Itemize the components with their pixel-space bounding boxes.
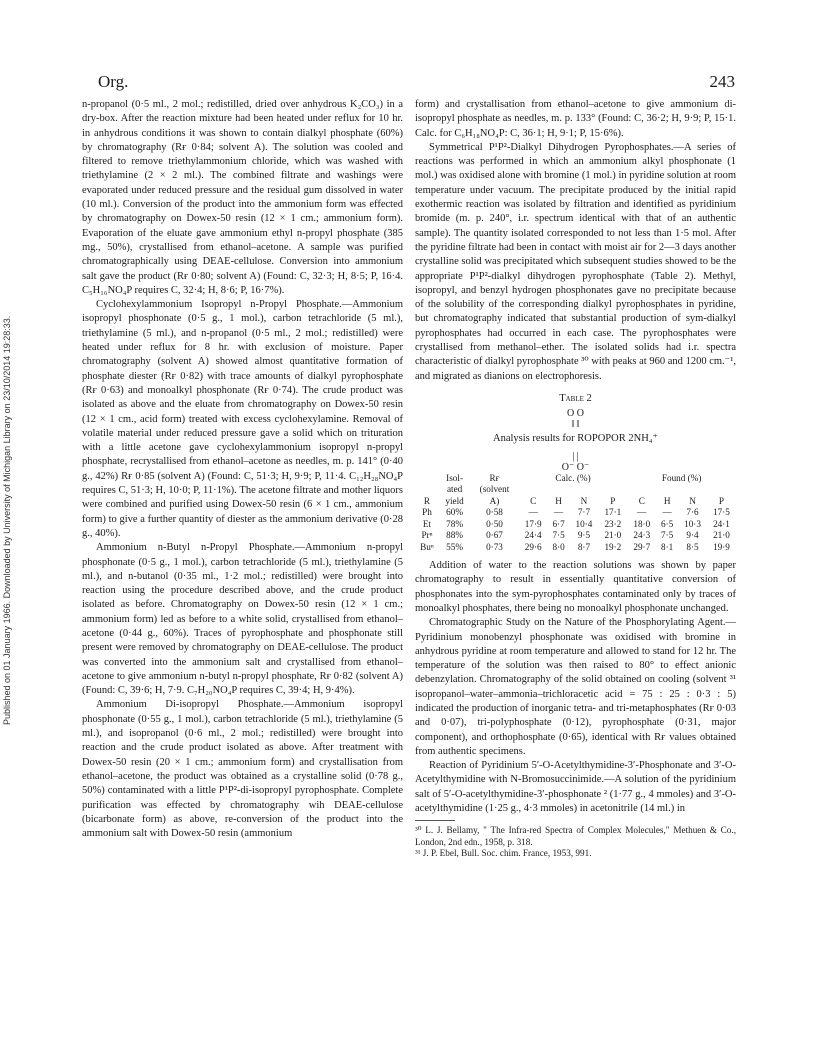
footnote: ³⁰ L. J. Bellamy, " The Infra-red Spectra of Complex Molecules," Methuen & Co., London, 2nd edn., 1958, p. 318.: [415, 825, 736, 847]
table-cell: 7·5: [661, 530, 674, 541]
header-cell: [415, 473, 439, 485]
header-cell: R: [423, 495, 431, 506]
page-number: 243: [709, 72, 735, 91]
header-cell: [415, 484, 439, 496]
table-cell: 17·1: [604, 507, 622, 518]
table-cell: 19·2: [604, 541, 622, 552]
table-header-row: [415, 484, 736, 496]
formula-bars: ‖ ‖: [571, 419, 580, 431]
header-cell: P: [718, 495, 725, 506]
paragraph: Reaction of Pyridinium 5′-O-Acetylthymidine-3′-Phosphonate and 3′-O-Acetylthymidine with N-Bromosuccinimide.—A solution of the pyridinium salt of 5′-O-acetylthymidine-3′-phosphonate ² (1·77 g., 4 mmoles) and 3′-O-acetylthymidine (1·25 g., 4·3 mmoles) in acetonitrile (14 ml.) in: [415, 760, 736, 815]
table-cell: 8·7: [577, 541, 591, 552]
table-cell: 0·50: [486, 518, 503, 529]
header-cell: H: [663, 495, 671, 506]
table-cell: 24·4: [524, 530, 542, 541]
table-row: [415, 507, 736, 519]
table-2: [415, 392, 736, 553]
table-cell: —: [637, 507, 647, 518]
table-cell: 19·9: [713, 541, 730, 552]
table-row: [415, 519, 736, 531]
header-cell: N: [689, 495, 696, 506]
table-cell: 29·7: [633, 541, 651, 552]
table-cell: 17·5: [713, 507, 730, 518]
table-cell: Buⁿ: [420, 541, 434, 552]
table-cell: 24·1: [713, 518, 730, 529]
table-cell: 88%: [446, 530, 464, 541]
header-cell: ated: [446, 484, 463, 495]
table-cell: 0·67: [486, 530, 503, 541]
formula-bottom: O⁻ O⁻: [561, 461, 590, 473]
table-header-row: [415, 473, 736, 485]
header-cell: Isol-: [446, 472, 464, 483]
paragraph: n-propanol (0·5 ml., 2 mol.; redistilled, dried over anhydrous K₂CO₃) in a dry-box. After the reaction mixture had been heated under reflux for 10 hr. in anhydrous conditions it was shown to contain dialkyl phosphate (60%) by chromatography (Rғ 0·84; solvent A). The solution was cooled and filtered to remove triethylammonium chloride, which was washed with triethylamine (2 × 2 ml.). The combined filtrate and washings were evaporated under reduced pressure and the residual gum dissolved in water (10 ml.). Conversion of the product into the ammonium form was effected by chromatography on Dowex-50 resin (12 × 1 cm.; ammonium form). Evaporation of the eluate gave ammonium ethyl n-propyl phosphate (385 mg., 50%), crystallised from ethanol–acetone. A sample was purified chromatographically using DEAE-cellulose. Conversion into ammonium salt gave the product (Rғ 0·80; solvent A) (Found: C, 32·3; H, 8·5; P, 16·4. C₅H₁₆NO₄P requires C, 32·4; H, 8·6; P, 16·7%).: [82, 99, 403, 296]
table-cell: 0·58: [486, 507, 503, 518]
table-title: Table 2: [559, 392, 592, 404]
table-cell: 8·1: [661, 541, 674, 552]
formula-top: O O: [567, 408, 584, 420]
table-cell: 60%: [446, 507, 464, 518]
paragraph: Symmetrical P¹P²-Dialkyl Dihydrogen Pyrophosphates.—A series of reactions was performed in which an ammonium alkyl phosphonate (1 mol.) was oxidised alone with bromine (1 mol.) in pyridine solution at room temperature under vacuum. The precipitate produced by the initial rapid exothermic reaction was isolated by filtration and identified as pyridinium bromide (m. p. 240°, i.r. spectrum identical with that of an authentic sample). The quantity isolated corresponded to not less than 1·5 mol. After the pyridine filtrate had been in contact with moist air for 2—3 days another crystalline solid was precipitated which subsequent studies showed to be the appropriate P¹P²-dialkyl dihydrogen pyrophosphate (Table 2). Methyl, isopropyl, and benzyl hydrogen phosphonates gave no precipitate because of the solubility of the corresponding dialkyl pyrophosphates in pyridine, but chromatography indicated that substantial production of sym-dialkyl pyrophosphates had occurred in each case. The pyrophosphates were crystallised from methanol–ether. The isolated solids had i.r. spectra characteristic of dialkyl pyrophosphate ³⁰ with peaks at 960 and 1200 cm.⁻¹, and migrated as dianions on electrophoresis.: [415, 141, 736, 382]
table-cell: 7·7: [577, 507, 591, 518]
table-cell: 24·3: [633, 530, 651, 541]
paragraph: Ammonium Di-isopropyl Phosphate.—Ammonium isopropyl phosphonate (0·55 g., 1 mol.), carbon tetrachloride (5 ml.), triethylamine (5 ml.), and isopropanol (0·6 ml., 2 mol.; redistilled) were brought into reaction and the crude product isolated as above. After treatment with Dowex-50 resin (20 × 1 cm.; ammonium form) and crystallisation from ethanol–acetone, the product was obtained as a crystalline solid (0·78 g., 50%) contaminated with a little P¹P²-di-isopropyl pyrophosphate. Complete purification was effected by chromatography wih DEAE-cellulose (bicarbonate form) as above, re-conversion of the product into the ammonium salt with Dowex-50 resin (ammonium: [82, 699, 403, 840]
table-cell: 17·9: [524, 518, 542, 529]
footnotes: [415, 825, 736, 860]
table-row: [415, 530, 736, 542]
table-cell: 8·0: [552, 541, 565, 552]
table-cell: 23·2: [604, 518, 622, 529]
table-cell: 10·3: [684, 518, 701, 529]
table-cell: 8·5: [686, 541, 699, 552]
table-cell: 7·5: [552, 530, 565, 541]
table-cell: Ph: [422, 507, 432, 518]
left-column: [82, 98, 403, 841]
header-cell: Rғ: [489, 472, 500, 483]
table-cell: Et: [422, 518, 432, 529]
footnote-divider: [415, 820, 455, 821]
table-cell: —: [528, 507, 538, 518]
journal-section-label: Org.: [98, 72, 129, 91]
paragraph: Cyclohexylammonium Isopropyl n-Propyl Phosphate.—Ammonium isopropyl phosphonate (0·5 g., 1 mol.), carbon tetrachloride (5 ml.), triethylamine (5 ml.), and n-propanol (0·5 ml., 2 mol.; redistilled) were heated under reflux for 8 hr. with exclusion of moisture. Paper chromatography (solvent A) showed almost quantitative formation of phosphate diester (Rғ 0·82) with trace amounts of dialkyl pyrophosphate (Rғ 0·63) and monoalkyl phosphonate (Rғ 0·74). The crude product was isolated as above and the eluate from chromatography on Dowex-50 resin (12 × 1 cm., acid form) treated with excess cyclohexylamine. Removal of volatile material under reduced pressure gave a solid which on trituration with a little acetone gave cyclohexylammonium isopropyl n-propyl phosphate, recrystallised from ethanol–acetone as needles, m. p. 141° (0·40 g., 42%) Rғ 0·85 (solvent A) (Found: C, 51·3; H, 9·9; P, 11·4. C₁₂H₂₈NO₄P requires C, 51·3; H, 10·0; P, 11·1%). The acetone filtrate and mother liquors were combined and purified using Dowex-50 resin (6 × 1 cm., ammonium form) to give a further quantity of diester as the ammonium derivative (0·28 g., 40%).: [82, 299, 403, 539]
paragraph: form) and crystallisation from ethanol–acetone to give ammonium di-isopropyl phosphate as needles, m. p. 133° (Found: C, 36·2; H, 9·9; P, 15·1. Calc. for C₆H₁₈NO₄P: C, 36·1; H, 9·1; P, 15·6%).: [415, 99, 736, 139]
paragraph: Chromatographic Study on the Nature of the Phosphorylating Agent.—Pyridinium monobenzyl phosphonate was oxidised with bromine in anhydrous pyridine at room temperature and allowed to stand for 12 hr. The temperature of the solution was then raised to 80° to effect anionic debenzylation. Chromatography of the solid obtained on cooling (solvent ³¹ isopropanol–water–ammonia–trichloracetic acid = 75 : 25 : 0·3 : 5) indicated the production of inorganic tetra- and tri-metaphosphates (Rғ 0·03 and 0·07), tri-polyphosphate (0·12), pyrophosphate (0·31, major component), and orthophosphate (0·65), identical with Rғ values obtained from authentic specimens.: [415, 617, 736, 757]
table-cell: 9·5: [577, 530, 591, 541]
header-cell: A): [489, 495, 500, 506]
header-cell: Found (%): [661, 472, 702, 483]
data-table: [415, 473, 736, 554]
footnote: ³¹ J. P. Ebel, Bull. Soc. chim. France, 1953, 991.: [415, 848, 592, 859]
table-cell: 6·7: [552, 518, 565, 529]
table-cell: 21·0: [604, 530, 622, 541]
download-watermark-text: Published on 01 January 1966. Downloaded by University of Michigan Library on 23/10/2014 19:28:33.: [2, 315, 12, 725]
header-cell: yield: [445, 495, 464, 506]
paragraph: Addition of water to the reaction solutions was shown by paper chromatography to result in essentially quantitative conversion of phosphonates into the sym-pyrophosphates contaminated only by traces of monoalkyl phosphates, there being no monoalkyl phosphonate unchanged.: [415, 560, 736, 614]
table-cell: 18·0: [633, 518, 651, 529]
paragraph: Ammonium n-Butyl n-Propyl Phosphate.—Ammonium n-propyl phosphonate (0·5 g., 1 mol.), carbon tetrachloride (5 ml.), triethylamine (5 ml.), and n-butanol (0·35 ml., 1·2 mol.; redistilled) were brought into reaction using the procedure described above, and the crude product isolated as before. Chromatography on Dowex-50 resin (12 × 1 cm.; ammonium form) led as before to a white solid, crystallised from ethanol–acetone (0·44 g., 60%). Traces of pyrophosphate and phosphonate still present were removed by chromatography on DEAE-cellulose. The product was converted into the ammonium salt and crystallised from ethanol–acetone to give ammonium n-butyl n-propyl phosphate, Rғ 0·82 (solvent A) (Found: C, 39·6; H, 7·9. C₇H₂₀NO₄P requires C, 39·4; H, 9·4%).: [82, 542, 403, 697]
table-cell: 29·6: [524, 541, 542, 552]
header-cell: [519, 484, 628, 496]
table-header-row: [415, 496, 736, 508]
table-cell: —: [662, 507, 672, 518]
table-cell: Prⁿ: [421, 530, 433, 541]
table-cell: 10·4: [575, 518, 593, 529]
header-cell: C: [530, 495, 537, 506]
table-cell: 9·4: [686, 530, 699, 541]
formula-mid: | |: [572, 450, 579, 462]
table-cell: 0·73: [486, 541, 503, 552]
download-watermark: [2, 85, 16, 725]
table-cell: 78%: [446, 518, 464, 529]
right-column: [415, 98, 736, 860]
header-cell: C: [638, 495, 645, 506]
table-cell: 7·6: [686, 507, 699, 518]
table-cell: —: [553, 507, 564, 518]
table-row: [415, 542, 736, 554]
header-cell: Calc. (%): [555, 472, 591, 483]
header-cell: H: [555, 495, 562, 506]
table-cell: 21·0: [713, 530, 730, 541]
header-cell: N: [580, 495, 588, 506]
table-caption: Analysis results for ROPOPOR 2NH₄⁺: [493, 433, 658, 445]
header-cell: [627, 484, 736, 496]
header-cell: P: [610, 495, 616, 506]
table-cell: 6·5: [661, 518, 674, 529]
header-cell: (solvent: [479, 484, 510, 495]
table-cell: 55%: [446, 541, 464, 552]
